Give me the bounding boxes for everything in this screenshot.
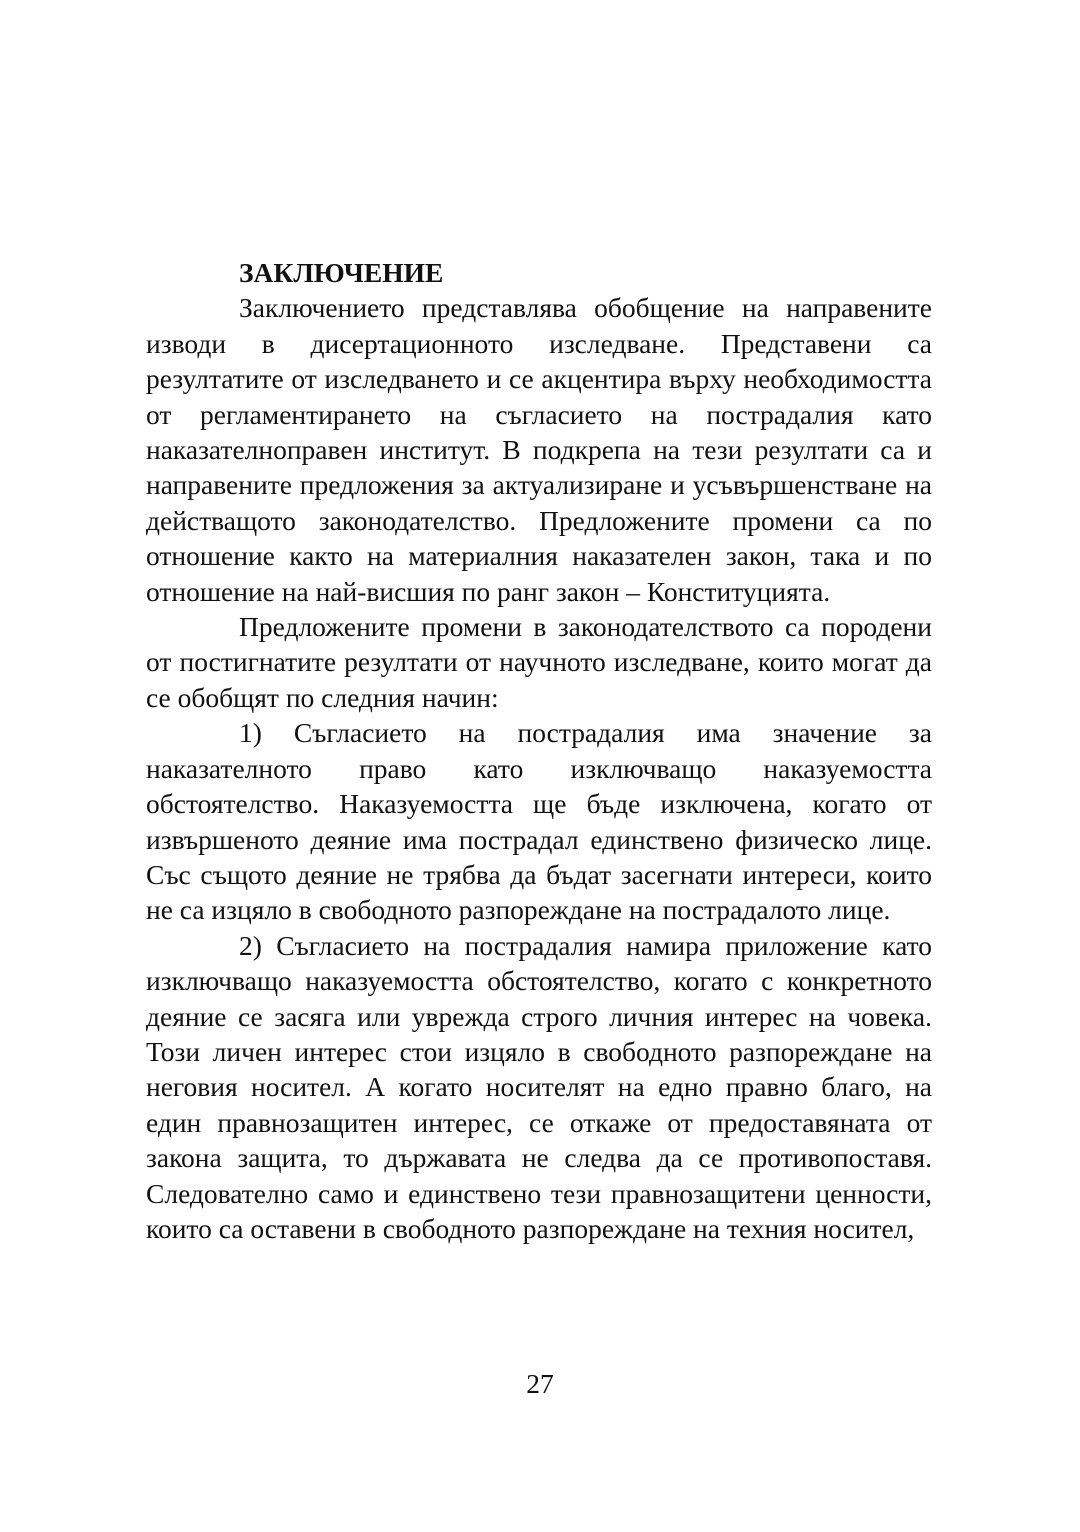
section-heading: ЗАКЛЮЧЕНИЕ [239,257,444,288]
paragraph-intro: Заключението представлява обобщение на направените изводи в дисертационното изследване. Представени са резултатите от изследването и се акцентира върху необходимостта от регламентирането на съгласието на пострадалия като наказателноправен институт. В подкрепа на тези резултати са и направените предложения за актуализиране и усъвършенстване на действащото законодателство. Предложените промени са по отношение както на материалния наказателен закон, така и по отношение на най-висшия по ранг закон – Конституцията. [146,292,932,607]
paragraph-point-1: 1) Съгласието на пострадалия има значение за наказателното право като изключващо наказуемостта обстоятелство. Наказуемостта ще бъде изключена, когато от извършеното деяние има пострадал единствено физическо лице. Със същото деяние не трябва да бъдат засегнати интереси, които не са изцяло в свободното разпореждане на пострадалото лице. [146,717,932,926]
page-body [146,255,932,1246]
page-number: 27 [526,1368,554,1399]
paragraph-point-2: 2) Съгласието на пострадалия намира приложение като изключващо наказуемостта обстоятелство, когато с конкретното деяние се засяга или уврежда строго личния интерес на човека. Този личен интерес стои изцяло в свободното разпореждане на неговия носител. А когато носителят на едно правно благо, на един правнозащитен интерес, се откаже от предоставяната от закона защита, то държавата не следва да се противопоставя. Следователно само и единствено тези правнозащитени ценности, които са оставени в свободното разпореждане на техния носител, [146,929,932,1244]
paragraph-summary-lead: Предложените промени в законодателството са породени от постигнатите резултати от научното изследване, които могат да се обобщят по следния начин: [146,611,932,713]
